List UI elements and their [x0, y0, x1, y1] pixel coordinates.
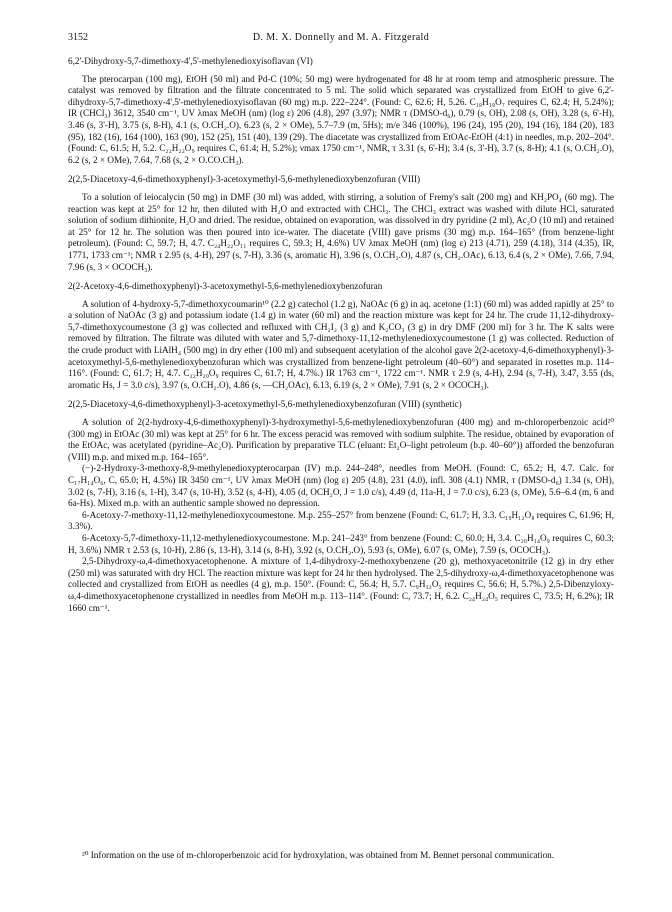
paragraph: A solution of 2(2-hydroxy-4,6-dimethoxyphenyl)-3-hydroxymethyl-5,6-methylenedioxybenzofuran (400 mg) and m-chloroperbenzoic acid²⁰ (300 mg) in EtOAc (30 ml) was kept at 25° for 6 hr. The excess peracid was removed with sodium sulphite. The residue, obtained by evaporation of the EtOAc, was acetylated (pyridine–Ac₂O). Purification by preparative TLC (eluant: Et₂O–light petroleum (b.p. 40–60°)) afforded the benzofuran (VIII) m.p. and mixed m.p. 164–165°. [68, 417, 614, 462]
article-body [68, 56, 614, 614]
section-synthetic-benzofuran [68, 399, 614, 614]
paragraph: The pterocarpan (100 mg), EtOH (50 ml) and Pd-C (10%; 50 mg) were hydrogenated for 48 hr at room temp and atmospheric pressure. The catalyst was removed by filtration and the filtrate concentrated to 5 ml. The solid which separated was crystallized from EtOH to give 6,2'-dihydroxy-5,7-dimethoxy-4',5'-methylenedioxyisoflavan (60 mg) m.p. 222–224°. (Found: C, 62.6; H, 5.26. C₁₈H₁₈O₇ requires C, 62.4; H, 5.24%); IR (CHCl₃) 3612, 3540 cm⁻¹, UV λmax MeOH (nm) (log ε) 206 (4.8), 297 (3.97); NMR τ (DMSO-d₆), 0.79 (s, OH), 2.08 (s, OH), 3.28 (s, 6'-H), 3.46 (s, 3'-H), 3.75 (s, 8-H), 4.1 (s, O.CH₂.O), 6.23 (s, 2 × OMe), 5.7–7.9 (m, 5Hs); m/e 346 (100%), 196 (24), 195 (20), 194 (16), 184 (20), 183 (95), 182 (16), 164 (100), 163 (90), 152 (25), 151 (40), 139 (29). The diacetate was crystallized from EtOAc-EtOH (4:1) in needles, m.p. 202–204°. (Found: C, 61.5; H, 5.2. C₂₂H₂₂O₉ requires C, 61.4; H, 5.2%); νmax 1750 cm⁻¹, NMR, τ 3.31 (s, 6'-H); 3.4 (s, 3'-H), 3.7 (s, 8-H); 4.1 (s, O.CH₂.O), 6.2 (s, 2 × OMe), 7.64, 7.68 (s, 2 × O.CO.CH₃). [68, 73, 614, 165]
paragraph: (−)-2-Hydroxy-3-methoxy-8,9-methylenedioxypterocarpan (IV) m.p. 244–248°, needles from MeOH. (Found: C, 65.2; H, 4.7. Calc. for C₁₇H₁₄O₆, C, 65.0; H, 4.5%) IR 3450 cm⁻¹, UV λmax MeOH (nm) (log ε) 205 (4.8), 231 (4.0), infl. 308 (4.1) NMR, τ (DMSO-d₆) 1.34 (s, OH), 3.02 (s, 7-H), 3.16 (s, 1-H), 3.47 (s, 10-H), 3.52 (s, 4-H), 4.05 (d, OCH₂O, J = 1.0 c/s), 4.49 (d, 11a-H, J = 7.0 c/s), 6.23 (s, OMe), 5.6–6.4 (m, 6 and 6a-Hs). Mixed m.p. with an authentic sample showed no depression. [68, 463, 614, 509]
footnote [68, 850, 614, 862]
page-number: 3152 [68, 32, 88, 43]
section-heading: 6,2'-Dihydroxy-5,7-dimethoxy-4',5'-methylenedioxyisoflavan (VI) [68, 56, 313, 66]
section-diacetoxy-benzofuran [68, 174, 614, 273]
paragraph: To a solution of leiocalycin (50 mg) in DMF (30 ml) was added, with stirring, a solution of Fremy's salt (200 mg) and KH₂PO₄ (60 mg). The reaction was kept at 25° for 12 hr, then diluted with H₂O and extracted with CHCl₃. The CHCl₃ extract was washed with dilute HCl, saturated solution of sodium dithionite, H₂O and dried. The residue, obtained on evaporation, was dissolved in dry pyridine (2 ml), Ac₂O (10 ml) and retained at 25° for 12 hr. The solution was then poured into ice-water. The diacetate (VIII) gave prisms (30 mg) m.p. 164–165° (from benzene-light petroleum). (Found: C, 59.7; H, 4.7. C₂₄H₂₂O₁₁ requires C, 59.3; H, 4.6%) UV λmax MeOH (nm) (log ε) 213 (4.71), 259 (4.18), 314 (4.35), IR, 1771, 1733 cm⁻¹; NMR τ 2.95 (s, 4-H), 297 (s, 7-H), 3.36 (s, aromatic H), 3.96 (s, O.CH₂.O), 4.87 (s, CH₂.OAc), 6.13, 6.4 (s, 2 × OMe), 7.66, 7.94, 7.96 (s, 3 × OCOCH₃). [68, 191, 614, 272]
paragraph: A solution of 4-hydroxy-5,7-dimethoxycoumarin¹⁰ (2.2 g) catechol (1.2 g), NaOAc (6 g) in aq. acetone (1:1) (60 ml) was added rapidly at 25° to a solution of NaOAc (3 g) and potassium iodate (1.4 g) in water (60 ml) and the reaction mixture was kept for 24 hr. The crude 11,12-dihydroxy-5,7-dimethoxycoumestone (3 g) was collected and refluxed with CH₂I₂ (3 g) and K₂CO₃ (3 g) in dry DMF (200 ml) for 3 hr. The K salts were removed by filtration. The filtrate was diluted with water and 5,7-dimethoxy-11,12-methylenedioxycoumestone (1 g) was collected. Reduction of the crude product with LiAlH₄ (500 mg) in dry ether (100 ml) and subsequent acetylation of the alcohol gave 2(2-acetoxy-4,6-dimethoxyphenyl)-3-acetoxymethyl-5,6-methylenedioxybenzofuran which was crystallized from benzene-light petroleum (40–60°) and separated in rosettes m.p. 114–116°. (Found: C, 61.7; H, 4.7. C₂₂H₂₀O₉ requires C, 61.7; H, 4.7%.) IR 1763 cm⁻¹, 1722 cm⁻¹. NMR τ 2.9 (s, 4-H), 2.94 (s, 7-H), 3.47, 3.55 (ds, aromatic Hs, J = 3.0 c/s), 3.97 (s, O.CH₂.O), 4.86 (s, —CH₂OAc), 6.13, 6.19 (s, 2 × OMe), 7.91 (s, 2 × OCOCH₃). [68, 298, 614, 390]
paragraph: 2,5-Dihydroxy-ω,4-dimethoxyacetophenone. A mixture of 1,4-dihydroxy-2-methoxybenzene (20 g), methoxyacetonitrile (12 g) in dry ether (250 ml) was saturated with dry HCl. The reaction mixture was kept for 24 hr then hydrolysed. The 2,5-dihydroxy-ω,4-dimethoxyacetophenone was collected and crystallized from EtOH as needles (4 g), m.p. 150°. (Found: C, 56.4; H, 5.7. C₉H₁₂O₅ requires C, 56.6; H, 5.7%.) 2,5-Dibenzyloxy-ω,4-dimethoxyacetophenone crystallized in needles from MeOH m.p. 113–114°. (Found: C, 73.7; H, 6.2. C₂₄H₂₄O₅ requires C, 73.5; H, 6.2%); IR 1660 cm⁻¹. [68, 556, 614, 613]
section-acetoxy-benzofuran [68, 281, 614, 391]
footnote-text: ²⁰ Information on the use of m-chloroperbenzoic acid for hydroxylation, was obtained from M. Bennet personal communication. [82, 850, 555, 860]
section-heading: 2(2,5-Diacetoxy-4,6-dimethoxyphenyl)-3-acetoxymethyl-5,6-methylenedioxybenzofuran (VIII) [68, 174, 421, 185]
paragraph: 6-Acetoxy-5,7-dimethoxy-11,12-methylenedioxycoumestone. M.p. 241–243° from benzene (Found: C, 60.0; H, 3.4. C₂₀H₁₄O₉ requires C, 60.3; H, 3.6%) NMR τ 2.53 (s, 10-H), 2.86 (s, 13-H), 3.14 (s, 8-H), 3.92 (s, O.CH₂.O), 5.93 (s, OMe), 6.07 (s, OMe), 7.59 (s, OCOCH₃). [68, 532, 614, 555]
paragraph: 6-Acetoxy-7-methoxy-11,12-methylenedioxycoumestone. M.p. 255–257° from benzene (Found: C, 61.7; H, 3.3. C₁₉H₁₂O₈ requires C, 61.96; H, 3.3%). [68, 509, 614, 532]
section-isoflavan [68, 56, 614, 166]
section-heading: 2(2,5-Diacetoxy-4,6-dimethoxyphenyl)-3-acetoxymethyl-5,6-methylenedioxybenzofuran (VIII) (synthetic) [68, 399, 462, 410]
running-title: D. M. X. Donnelly and M. A. Fitzgerald [252, 32, 430, 43]
running-header [68, 32, 614, 46]
section-heading: 2(2-Acetoxy-4,6-dimethoxyphenyl)-3-acetoxymethyl-5,6-methylenedioxybenzofuran [68, 281, 383, 292]
